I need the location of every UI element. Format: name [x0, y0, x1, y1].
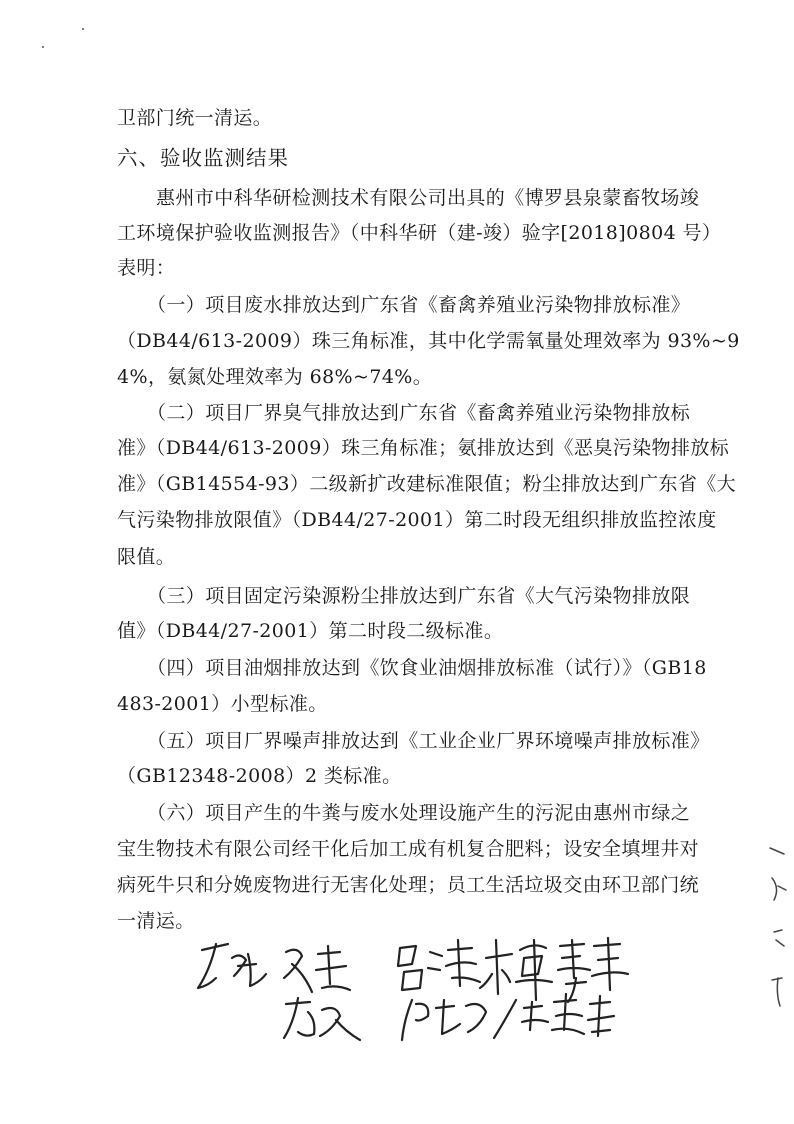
body-line: （三）项目固定污染源粉尘排放达到广东省《大气污染物排放限: [147, 585, 691, 607]
body-line: （二）项目厂界臭气排放达到广东省《畜禽养殖业污染物排放标: [147, 402, 691, 424]
signature: [198, 944, 266, 988]
body-line: 病死牛只和分娩废物进行无害化处理；员工生活垃圾交由环卫部门统: [117, 874, 700, 896]
body-line: 气污染物排放限值》（DB44/27-2001）第二时段无组织排放监控浓度: [117, 509, 717, 531]
scan-speck: [82, 28, 84, 30]
body-line: 工环境保护验收监测报告》（中科华研（建-竣）验字[2018]0804 号）: [117, 222, 722, 244]
signature: [402, 1000, 486, 1040]
body-line: 值》（DB44/27-2001）第二时段二级标准。: [117, 620, 504, 642]
section-title: 六、验收监测结果: [117, 146, 289, 170]
body-line: 限值。: [117, 546, 176, 568]
body-line: 一清运。: [117, 910, 195, 932]
body-line: （五）项目厂界噪声排放达到《工业企业厂界环境噪声排放标准》: [147, 730, 710, 752]
body-line: （GB12348-2008）2 类标准。: [117, 765, 402, 787]
body-line: （DB44/613-2009）珠三角标准，其中化学需氧量处理效率为 93%~9: [117, 330, 740, 352]
signature: [398, 940, 480, 990]
handwritten-signatures: [190, 930, 660, 1050]
body-line: 表明：: [117, 257, 176, 279]
body-line: 宝生物技术有限公司经干化后加工成有机复合肥料；设安全填埋井对: [117, 838, 700, 860]
body-line: （一）项目废水排放达到广东省《畜禽养殖业污染物排放标准》: [147, 294, 691, 316]
scan-edge-marks: [762, 830, 792, 1030]
body-line: 卫部门统一清运。: [117, 107, 273, 129]
scan-speck: [42, 46, 44, 48]
body-line: 准》（DB44/613-2009）珠三角标准；氨排放达到《恶臭污染物排放标: [117, 437, 730, 459]
signature: [284, 946, 350, 992]
body-line: 483-2001）小型标准。: [117, 693, 328, 715]
body-line: 惠州市中科华研检测技术有限公司出具的《博罗县泉蒙畜牧场竣: [156, 187, 700, 209]
body-line: 4%，氨氮处理效率为 68%~74%。: [117, 366, 433, 388]
body-line: 准》（GB14554-93）二级新扩改建标准限值；粉尘排放达到广东省《大: [117, 473, 737, 495]
body-line: （六）项目产生的牛粪与废水处理设施产生的污泥由惠州市绿之: [147, 802, 691, 824]
signature: [480, 938, 628, 1002]
signature: [494, 994, 614, 1038]
body-line: （四）项目油烟排放达到《饮食业油烟排放标准（试行）》（GB18: [147, 657, 707, 679]
signature: [284, 998, 360, 1040]
